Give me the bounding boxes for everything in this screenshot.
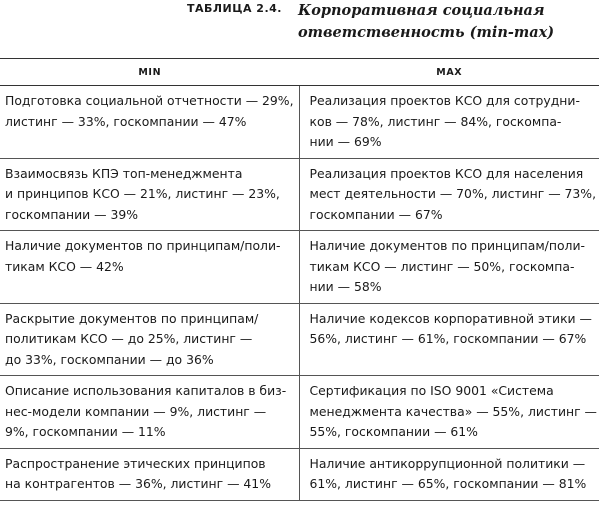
cell-text-line: госкомпании — 39% xyxy=(5,206,139,222)
cell-text-line: политикам КСО — до 25%, листинг — xyxy=(5,331,253,346)
cell-text-line: нес-модели компании — 9%, листинг — xyxy=(5,403,267,419)
cell-text-line: тикам КСО — листинг — 50%, госкомпа- xyxy=(309,258,575,274)
cell-text-line: нии — 58% xyxy=(309,279,382,294)
table-caption xyxy=(0,0,599,52)
cell-text-line: Распространение этических принципов xyxy=(5,455,266,471)
cell-text-line: 56%, листинг — 61%, госкомпании — 67% xyxy=(309,331,587,346)
min-cell xyxy=(0,159,300,231)
table-row xyxy=(0,159,599,232)
table-number-label: ТАБЛИЦА 2.4. xyxy=(187,2,282,15)
max-cell xyxy=(300,376,599,448)
table-row xyxy=(0,86,599,159)
table-header-row xyxy=(0,59,599,86)
cell-text-line: Наличие кодексов корпоративной этики — xyxy=(309,310,592,326)
max-cell xyxy=(300,304,599,376)
cell-text-line: Раскрытие документов по принципам/ xyxy=(5,310,259,326)
cell-text-line: Наличие документов по принципам/поли- xyxy=(5,238,281,253)
table-title-line: ответственность (min-max) xyxy=(298,24,555,41)
cell-text-line: 9%, госкомпании — 11% xyxy=(5,424,166,439)
cell-text-line: нии — 69% xyxy=(309,134,382,149)
cell-text-line: 55%, госкомпании — 61% xyxy=(309,424,478,439)
table-row xyxy=(0,231,599,304)
cell-text-line: Взаимосвязь КПЭ топ-менеджмента xyxy=(5,165,243,181)
min-cell xyxy=(0,231,300,303)
cell-text-line: на контрагентов — 36%, листинг — 41% xyxy=(5,476,271,491)
cell-text-line: Реализация проектов КСО для сотрудни- xyxy=(309,93,580,108)
cell-text-line: и принципов КСО — 21%, листинг — 23%, xyxy=(5,186,280,201)
table-body xyxy=(0,86,599,501)
cell-text-line: Подготовка социальной отчетности — 29%, xyxy=(5,93,294,108)
cell-text-line: мест деятельности — 70%, листинг — 73%, xyxy=(309,186,597,201)
cell-text-line: Наличие документов по принципам/поли- xyxy=(309,238,585,253)
min-cell xyxy=(0,449,300,500)
cell-text-line: ков — 78%, листинг — 84%, госкомпа- xyxy=(309,113,562,129)
table-row xyxy=(0,304,599,377)
table-row xyxy=(0,449,599,501)
table-title-line: Корпоративная социальная xyxy=(298,2,545,19)
cell-text-line: 61%, листинг — 65%, госкомпании — 81% xyxy=(309,476,587,491)
cell-text-line: Описание использования капиталов в биз- xyxy=(5,383,287,398)
cell-text-line: листинг — 33%, госкомпании — 47% xyxy=(5,113,247,129)
table-title xyxy=(298,0,598,44)
max-cell xyxy=(300,231,599,303)
cell-text-line: до 33%, госкомпании — до 36% xyxy=(5,351,214,367)
cell-text-line: Наличие антикоррупционной политики — xyxy=(309,455,586,471)
cell-text-line: Сертификация по ISO 9001 «Система xyxy=(309,383,554,398)
max-cell xyxy=(300,159,599,231)
column-header-min: MIN xyxy=(138,66,162,78)
max-cell xyxy=(300,449,599,500)
min-cell xyxy=(0,376,300,448)
column-header-max: MAX xyxy=(436,66,463,78)
cell-text-line: тикам КСО — 42% xyxy=(5,258,124,274)
cell-text-line: госкомпании — 67% xyxy=(309,206,443,222)
cell-text-line: менеджмента качества» — 55%, листинг — xyxy=(309,403,597,419)
csr-min-max-table xyxy=(0,58,599,501)
min-cell xyxy=(0,304,300,376)
max-cell xyxy=(300,86,599,158)
min-cell xyxy=(0,86,300,158)
cell-text-line: Реализация проектов КСО для населения xyxy=(309,165,584,181)
table-row xyxy=(0,376,599,449)
